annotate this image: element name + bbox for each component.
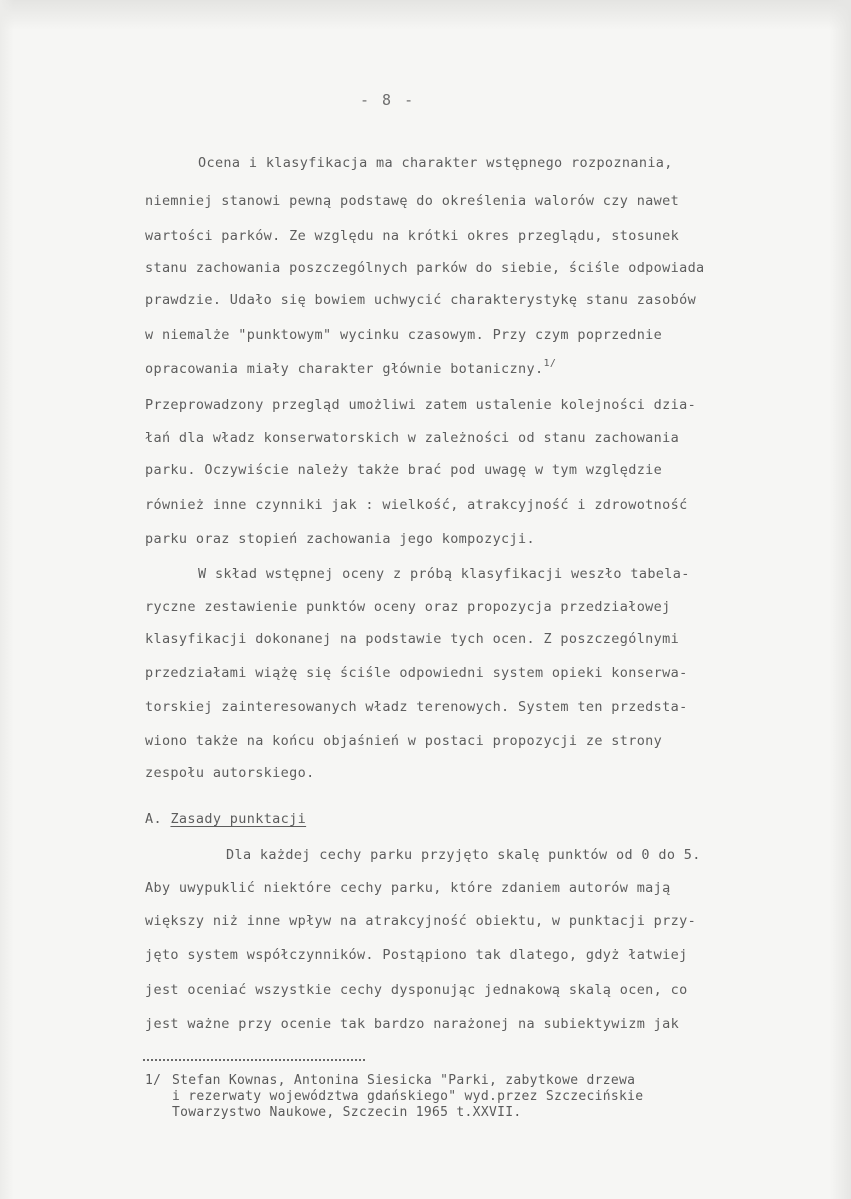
scan-edge-top (0, 0, 851, 30)
paragraph-3-line-6: wiono także na końcu objaśnień w postaci propozycji ze strony (145, 733, 663, 749)
paragraph-4-line-2: Aby uwypuklić niektóre cechy parku, które zdaniem autorów mają (145, 880, 671, 896)
footnote-line-3: Towarzystwo Naukowe, Szczecin 1965 t.XXVII. (172, 1105, 522, 1120)
paragraph-2-line-2: łań dla władz konserwatorskich w zależności od stanu zachowania (145, 430, 680, 446)
paragraph-4-line-3: większy niż inne wpływ na atrakcyjność obiektu, w punktacji przy- (145, 913, 697, 929)
paragraph-2-line-5: parku oraz stopień zachowania jego kompozycji. (145, 531, 535, 547)
paragraph-4-line-1: Dla każdej cechy parku przyjęto skalę punktów od 0 do 5. (226, 847, 701, 863)
paragraph-3-line-7: zespołu autorskiego. (145, 765, 315, 781)
paragraph-1-line-3: wartości parków. Ze względu na krótki okres przeglądu, stosunek (145, 228, 680, 244)
footnote-marker: 1/ (145, 1073, 162, 1088)
paragraph-2-line-3: parku. Oczywiście należy także brać pod uwagę w tym względzie (145, 462, 663, 478)
paragraph-4-line-5: jest oceniać wszystkie cechy dysponując jednakową skalą ocen, co (145, 982, 688, 998)
paragraph-1-line-7-text: opracowania miały charakter głównie botaniczny. (145, 361, 544, 377)
footnote-line-1: Stefan Kownas, Antonina Siesicka "Parki, zabytkowe drzewa (172, 1073, 636, 1088)
paragraph-3-line-1: W skład wstępnej oceny z próbą klasyfikacji weszło tabela- (198, 566, 690, 582)
scan-edge-right (829, 0, 851, 1199)
paragraph-3-line-4: przedziałami wiążę się ściśle odpowiedni system opieki konserwa- (145, 665, 688, 681)
paragraph-2-line-4: również inne czynniki jak : wielkość, atrakcyjność i zdrowotność (145, 497, 688, 513)
paragraph-4-line-4: jęto system współczynników. Postąpiono tak dlatego, gdyż łatwiej (145, 947, 688, 963)
section-title: Zasady punktacji (170, 811, 307, 827)
scan-edge-left (0, 0, 14, 1199)
paragraph-2-line-1: Przeprowadzony przegląd umożliwi zatem ustalenie kolejności dzia- (145, 397, 697, 413)
paragraph-3-line-3: klasyfikacji dokonanej na podstawie tych ocen. Z poszczególnymi (145, 631, 680, 647)
section-heading (145, 810, 306, 828)
paragraph-1-line-1: Ocena i klasyfikacja ma charakter wstępnego rozpoznania, (198, 155, 673, 171)
paragraph-4-line-6: jest ważne przy ocenie tak bardzo narażonej na subiektywizm jak (145, 1016, 680, 1032)
footnote-divider (143, 1059, 365, 1061)
paragraph-1-line-2: niemniej stanowi pewną podstawę do określenia walorów czy nawet (145, 193, 680, 209)
paragraph-1-line-5: prawdzie. Udało się bowiem uchwycić charakterystykę stanu zasobów (145, 292, 697, 308)
paragraph-3-line-5: torskiej zainteresowanych władz terenowych. System ten przedsta- (145, 699, 688, 715)
paragraph-1-line-4: stanu zachowania poszczególnych parków do siebie, ściśle odpowiada (145, 260, 705, 276)
page-number: - 8 - (360, 91, 416, 109)
footnote-reference: 1/ (543, 358, 557, 369)
paragraph-1-line-7 (145, 360, 556, 380)
section-prefix: A. (145, 811, 162, 827)
paragraph-3-line-2: ryczne zestawienie punktów oceny oraz propozycja przedziałowej (145, 599, 671, 615)
paragraph-1-line-6: w niemalże "punktowym" wycinku czasowym. Przy czym poprzednie (145, 327, 663, 343)
footnote-line-2: i rezerwaty województwa gdańskiego" wyd.przez Szczecińskie (172, 1089, 644, 1104)
